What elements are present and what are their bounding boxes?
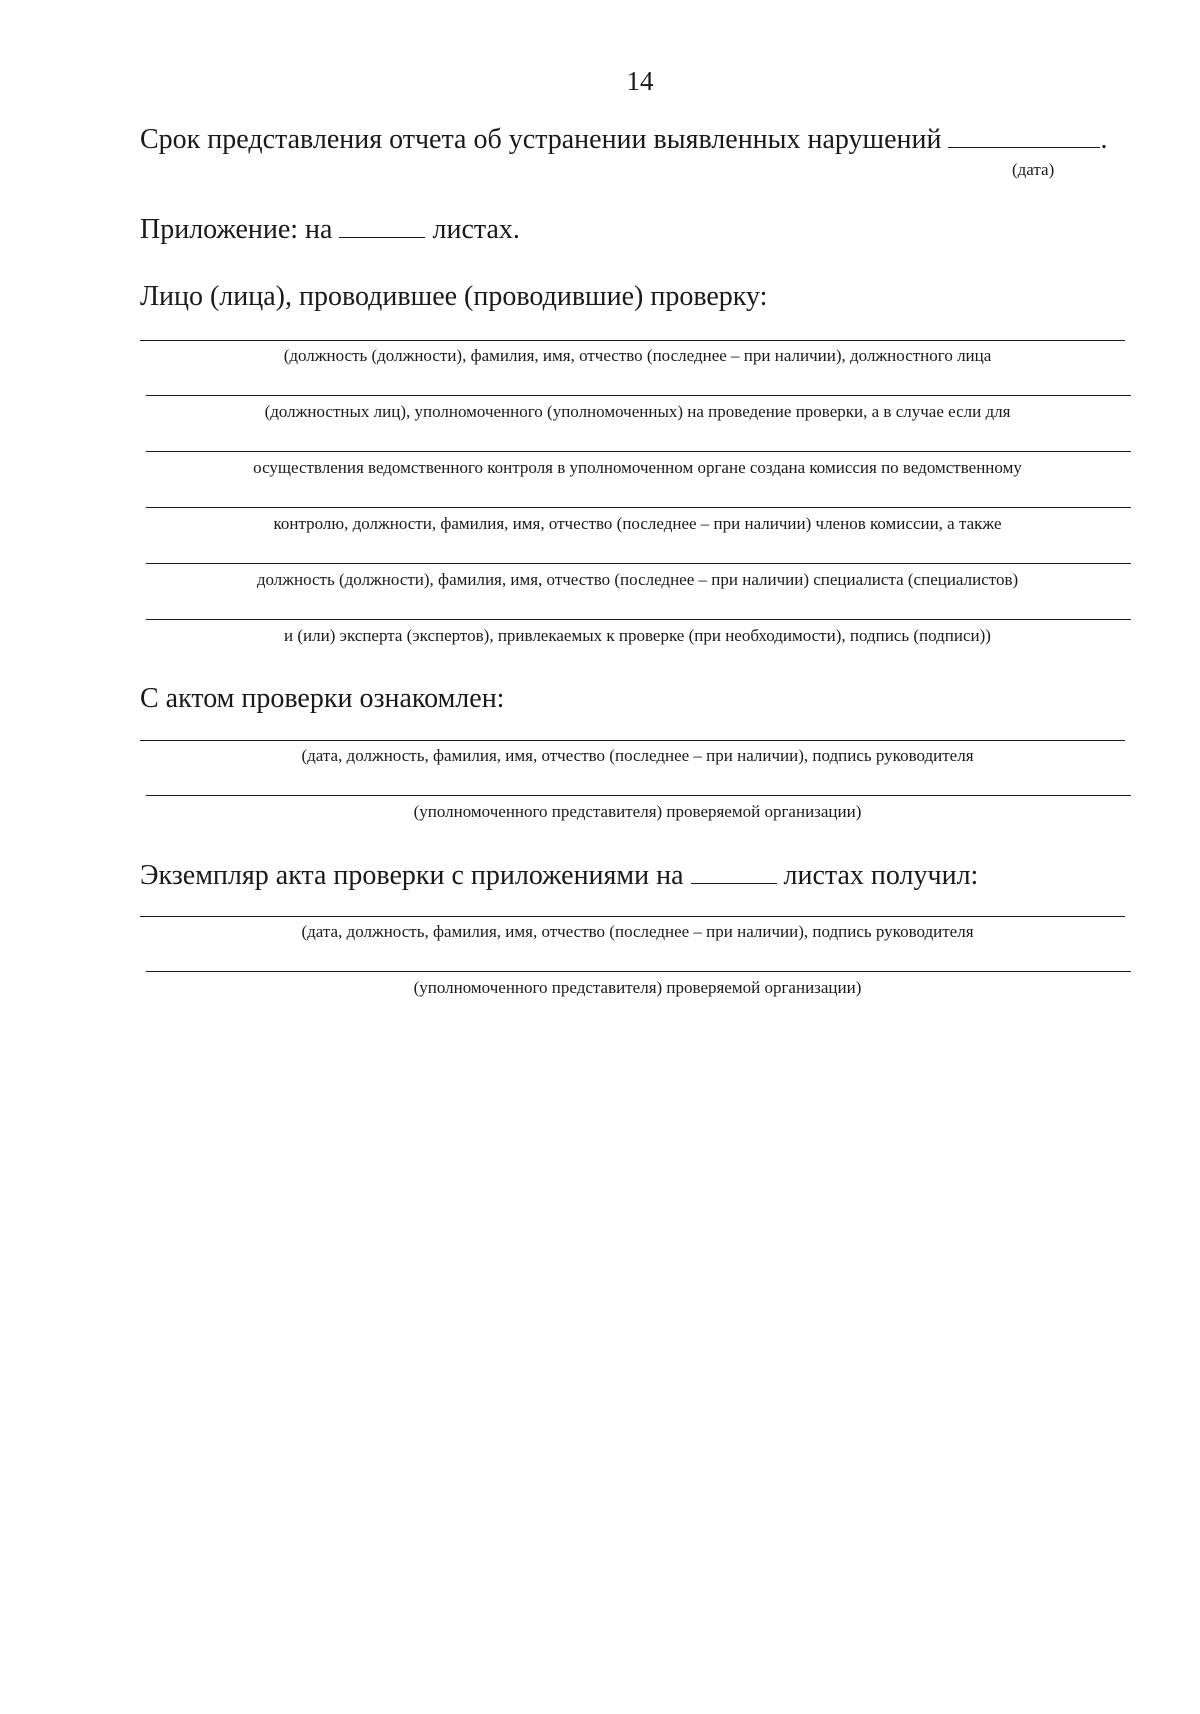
inspectors-caption-3: осуществления ведомственного контроля в уполномоченном органе создана комиссия по ведомственному xyxy=(253,458,1022,477)
copy-received-caption-1: (дата, должность, фамилия, имя, отчество (последнее – при наличии), подпись руководителя xyxy=(301,922,974,941)
inspectors-signature-line-5[interactable] xyxy=(146,563,1131,564)
inspectors-signature-line-3[interactable] xyxy=(146,451,1131,452)
deadline-date-caption: (дата) xyxy=(1012,160,1055,179)
acquainted-title: С актом проверки ознакомлен: xyxy=(140,683,505,714)
copy-received-suffix: листах получил: xyxy=(783,860,979,891)
copy-received-caption-2: (уполномоченного представителя) проверяемой организации) xyxy=(413,978,862,997)
copy-received-signature-line-1[interactable] xyxy=(140,916,1125,917)
inspectors-signature-line-4[interactable] xyxy=(146,507,1131,508)
appendix-sheets-field[interactable] xyxy=(339,215,425,238)
deadline-label: Срок представления отчета об устранении выявленных нарушений xyxy=(140,124,942,155)
deadline-end: . xyxy=(1100,124,1108,155)
inspectors-signature-line-6[interactable] xyxy=(146,619,1131,620)
page-number: 14 xyxy=(626,66,654,96)
copy-received-prefix: Экземпляр акта проверки с приложениями на xyxy=(140,860,684,891)
acquainted-caption-2: (уполномоченного представителя) проверяемой организации) xyxy=(413,802,862,821)
deadline-date-field[interactable] xyxy=(948,125,1100,148)
inspectors-caption-4: контролю, должности, фамилия, имя, отчество (последнее – при наличии) членов комиссии, а также xyxy=(273,514,1002,533)
copy-received-signature-line-2[interactable] xyxy=(146,971,1131,972)
inspectors-caption-5: должность (должности), фамилия, имя, отчество (последнее – при наличии) специалиста (специалистов) xyxy=(256,570,1019,589)
appendix-suffix: листах. xyxy=(432,214,520,245)
acquainted-signature-line-2[interactable] xyxy=(146,795,1131,796)
acquainted-caption-1: (дата, должность, фамилия, имя, отчество (последнее – при наличии), подпись руководителя xyxy=(301,746,974,765)
inspectors-signature-line-2[interactable] xyxy=(146,395,1131,396)
inspectors-title: Лицо (лица), проводившее (проводившие) проверку: xyxy=(140,281,768,312)
acquainted-signature-line-1[interactable] xyxy=(140,740,1125,741)
deadline-line xyxy=(140,124,1107,156)
appendix-line xyxy=(140,214,520,246)
inspectors-caption-6: и (или) эксперта (экспертов), привлекаемых к проверке (при необходимости), подпись (подписи)) xyxy=(284,626,991,645)
copy-received-sheets-field[interactable] xyxy=(691,861,777,884)
inspectors-signature-line-1[interactable] xyxy=(140,340,1125,341)
copy-received-line xyxy=(140,860,978,892)
inspectors-caption-1: (должность (должности), фамилия, имя, отчество (последнее – при наличии), должностного лица xyxy=(283,346,992,365)
appendix-prefix: Приложение: на xyxy=(140,214,333,245)
inspectors-caption-2: (должностных лиц), уполномоченного (уполномоченных) на проведение проверки, а в случае если для xyxy=(264,402,1011,421)
